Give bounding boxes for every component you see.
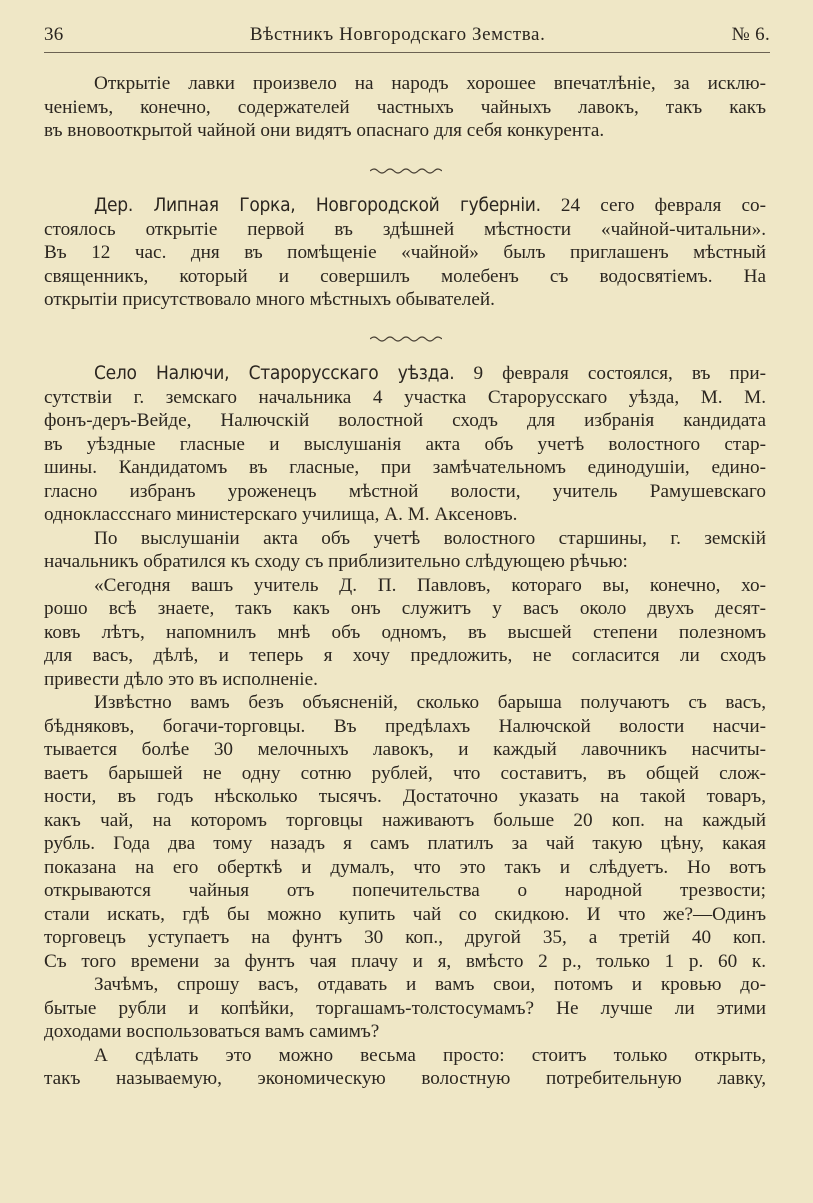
text-line: открытіи присутствовало много мѣстныхъ обывателей. [44, 289, 495, 310]
text-line: привести дѣло это въ исполненіе. [44, 668, 318, 690]
text-line: ковъ лѣтъ, напомнилъ мнѣ объ одномъ, въ высшей степени полезномъ [44, 621, 766, 643]
text-fragment: 9 февраля состоялся, въ при- [454, 363, 766, 384]
text-line: въ уѣздные гласные и выслушанія акта объ учетѣ волостного стар- [44, 433, 766, 455]
page-header [44, 24, 770, 50]
text-line: открываются чайныя отъ попечительства о народной трезвости; [44, 880, 766, 901]
section-3-paragraph [44, 362, 766, 1091]
wavy-separator [370, 334, 442, 344]
section-2-paragraph [44, 194, 766, 312]
text-line: рубль. Года два тому назадъ я самъ платилъ за чай такую цѣну, какая [44, 833, 766, 854]
text-line: сутствіи г. земскаго начальника 4 участка Старорусскаго уѣзда, М. М. [44, 386, 766, 408]
text-line: А сдѣлать это можно весьма просто: стоитъ только открыть, [94, 1044, 766, 1066]
journal-title: Вѣстникъ Новгородскаго Земства. [249, 24, 546, 45]
text-line: тывается болѣе 30 мелочныхъ лавокъ, и каждый лавочникъ насчиты- [44, 739, 766, 760]
page-number: 36 [44, 24, 64, 45]
text-line: шины. Кандидатомъ въ гласные, при замѣчательномъ единодушіи, едино- [44, 457, 766, 478]
text-line: начальникъ обратился къ сходу съ приблизительно слѣдующею рѣчью: [44, 551, 628, 572]
text-line: какъ чай, на которомъ торговцы наживаютъ больше 20 коп. на каждый [44, 809, 766, 831]
text-line: гласно избранъ уроженецъ мѣстной волости, учитель Рамушевскаго [44, 480, 766, 502]
text-line: такъ называемую, экономическую волостную потребительную лавку, [44, 1068, 766, 1089]
section-1-paragraph [44, 72, 766, 143]
text-line: ваетъ барышей не одну сотню рублей, что составитъ, въ общей слож- [44, 762, 766, 784]
text-line: для васъ, дѣлѣ, и теперь я хочу предложить, не согласится ли сходъ [44, 645, 766, 666]
text-fragment: 24 сего февраля со- [540, 195, 766, 216]
text-line: бытые рубли и копѣйки, торгашамъ-толстосумамъ? Не лучше ли этими [44, 997, 766, 1019]
text-line: одноклассснаго министерскаго училища, А. М. Аксеновъ. [44, 504, 518, 525]
text-line: стоялось открытіе первой въ здѣшней мѣстности «чайной-читальни». [44, 218, 766, 240]
text-line [44, 362, 766, 386]
text-line: торговецъ уступаетъ на фунтъ 30 коп., другой 35, а третій 40 коп. [44, 927, 766, 948]
text-line: «Сегодня вашъ учитель Д. П. Павловъ, котораго вы, конечно, хо- [94, 574, 766, 596]
text-line: По выслушаніи акта объ учетѣ волостного старшины, г. земскій [94, 527, 766, 549]
dateline-heading: Село Налючи, Старорусскаго уѣзда. [94, 362, 455, 384]
text-line: стали искать, гдѣ бы можно купить чай со скидкою. И что же?—Одинъ [44, 903, 766, 925]
text-line [44, 194, 766, 218]
issue-number: № 6. [731, 24, 770, 45]
text-line: Извѣстно вамъ безъ объясненій, сколько барыша получаютъ съ васъ, [94, 692, 766, 713]
text-line: рошо всѣ знаете, такъ какъ онъ служитъ у васъ около двухъ десят- [44, 598, 766, 619]
wavy-separator [370, 166, 442, 176]
text-line: Въ 12 час. дня въ помѣщеніе «чайной» былъ приглашенъ мѣстный [44, 242, 766, 263]
dateline-heading: Дер. Липная Горка, Новгородской губерніи. [94, 194, 541, 216]
text-line: бѣдняковъ, богачи-торговцы. Въ предѣлахъ Налючской волости насчи- [44, 715, 766, 737]
text-line: Съ того времени за фунтъ чая плачу и я, вмѣсто 2 р., только 1 р. 60 к. [44, 950, 766, 972]
text-line: въ вновооткрытой чайной они видятъ опаснаго для себя конкурента. [44, 120, 605, 141]
header-rule [44, 52, 770, 53]
text-line: доходами воспользоваться вамъ самимъ? [44, 1021, 380, 1042]
text-line: Открытіе лавки произвело на народъ хорошее впечатлѣніе, за исклю- [94, 73, 766, 94]
text-line: ченіемъ, конечно, содержателей частныхъ чайныхъ лавокъ, такъ какъ [44, 96, 766, 118]
text-line: священникъ, который и совершилъ молебенъ съ водосвятіемъ. На [44, 265, 766, 287]
text-line: фонъ-деръ-Вейде, Налючскій волостной сходъ для избранія кандидата [44, 410, 766, 431]
text-line: Зачѣмъ, спрошу васъ, отдавать и вамъ свои, потомъ и кровью до- [94, 974, 766, 995]
text-line: показана на его оберткѣ и думалъ, что это такъ и слѣдуетъ. Но вотъ [44, 856, 766, 878]
text-line: ности, въ годъ нѣсколько тысячъ. Достаточно указать на такой товаръ, [44, 786, 766, 807]
